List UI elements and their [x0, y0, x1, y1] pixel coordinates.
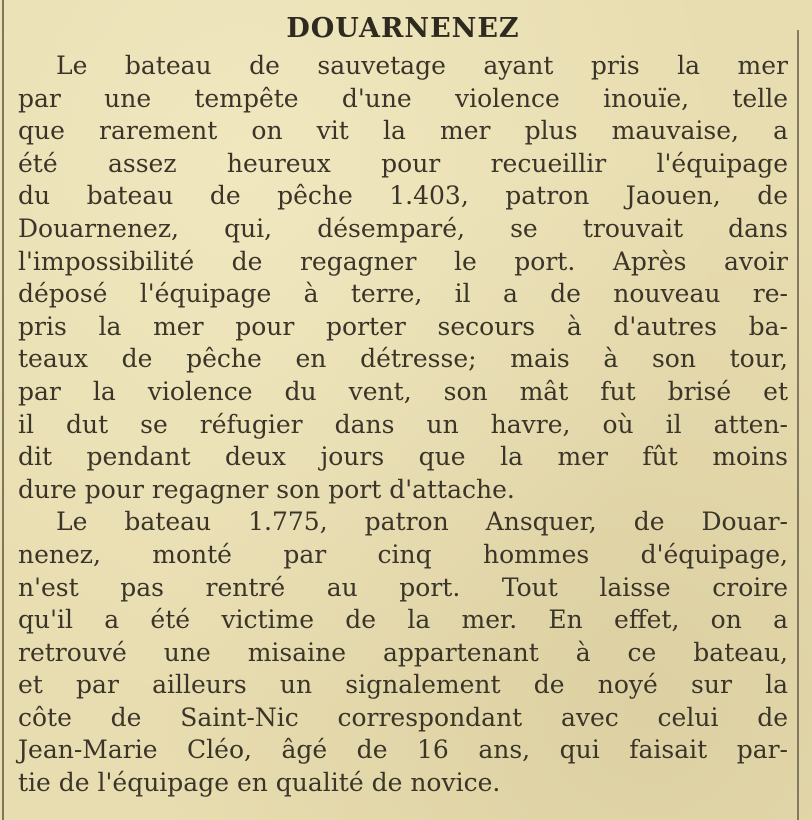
- text-line: par la violence du vent, son mât fut brisé et: [18, 376, 788, 406]
- text-line: tie de l'équipage en qualité de novice.: [18, 768, 501, 798]
- text-line: nenez, monté par cinq hommes d'équipage,: [18, 539, 788, 569]
- text-line: Douarnenez, qui, désemparé, se trouvait dans: [18, 213, 788, 243]
- text-line: du bateau de pêche 1.403, patron Jaouen, de: [18, 181, 788, 211]
- article-headline: DOUARNENEZ: [286, 13, 520, 44]
- text-line: n'est pas rentré au port. Tout laisse croire: [18, 572, 788, 602]
- article-paragraph-1: [18, 50, 788, 506]
- text-line: retrouvé une misaine appartenant à ce bateau,: [18, 637, 788, 667]
- text-line: il dut se réfugier dans un havre, où il atten-: [18, 409, 788, 439]
- text-line: et par ailleurs un signalement de noyé sur la: [18, 670, 788, 700]
- article-paragraph-2: [18, 506, 788, 799]
- text-line: été assez heureux pour recueillir l'équipage: [18, 148, 788, 178]
- text-line: qu'il a été victime de la mer. En effet, on a: [18, 605, 788, 635]
- text-line: Jean-Marie Cléo, âgé de 16 ans, qui faisait par-: [18, 735, 788, 765]
- column-rule-right: [797, 30, 799, 820]
- text-line: pris la mer pour porter secours à d'autres ba-: [18, 311, 788, 341]
- text-line: côte de Saint-Nic correspondant avec celui de: [18, 702, 788, 732]
- text-line: par une tempête d'une violence inouïe, telle: [18, 83, 788, 113]
- text-line: Le bateau 1.775, patron Ansquer, de Douar-: [56, 507, 788, 537]
- text-line: Le bateau de sauvetage ayant pris la mer: [56, 51, 788, 80]
- news-article: [18, 12, 788, 800]
- text-line: que rarement on vit la mer plus mauvaise, a: [18, 116, 788, 146]
- column-rule-left: [2, 0, 4, 820]
- text-line: teaux de pêche en détresse; mais à son tour,: [18, 344, 788, 374]
- text-line: déposé l'équipage à terre, il a de nouveau re-: [18, 279, 788, 309]
- text-line: dit pendant deux jours que la mer fût moins: [18, 442, 788, 472]
- text-line: dure pour regagner son port d'attache.: [18, 474, 515, 504]
- text-line: l'impossibilité de regagner le port. Après avoir: [18, 246, 788, 276]
